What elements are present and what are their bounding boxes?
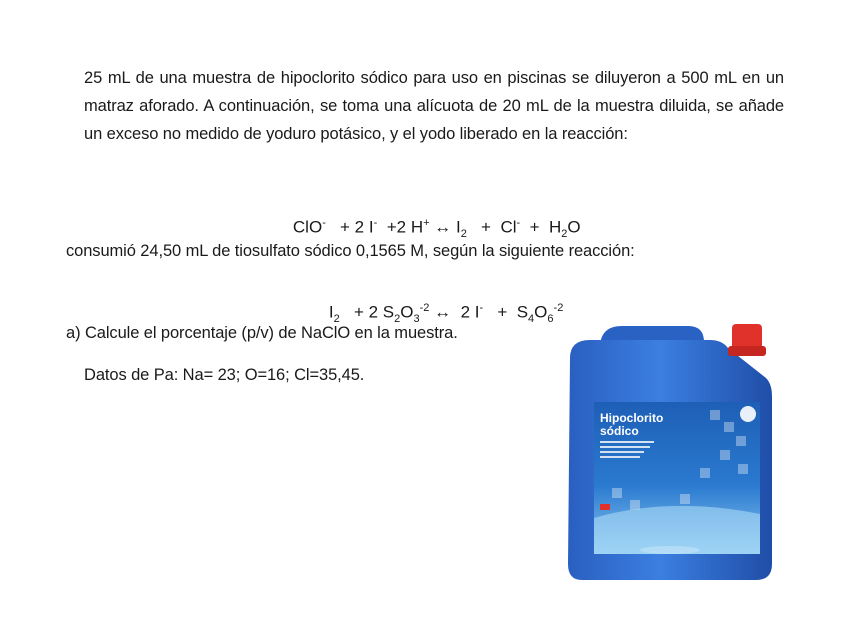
reaction-2: $I_2$ + 2 $S_2O_3^{-2}$ ↔ 2 I- + $S_4O_6^{-2}$ [328,302,564,326]
question-a: a) Calcule el porcentaje (p/v) de NaClO en la muestra. [66,324,458,342]
consumed-text: consumió 24,50 mL de tiosulfato sódico 0,1565 M, según la siguiente reacción: [66,242,635,260]
hypochlorite-jug-image [560,318,776,584]
label-red-badge [600,504,610,510]
problem-intro: 25 mL de una muestra de hipoclorito sódico para uso en piscinas se diluyeron a 500 mL en un matraz aforado. A continuación, se toma una alícuota de 20 mL de la muestra diluida, se añade un exceso no medido de yoduro potásico, y el yodo liberado en la reacción: [84,69,784,143]
label-title-line-1: Hipoclorito [600,411,664,425]
atomic-weights: Datos de Pa: Na= 23; O=16; Cl=35,45. [84,366,365,384]
brand-logo-icon [740,406,756,422]
label-title-line-2: sódico [600,424,639,438]
jug-brand-mark [640,546,700,554]
reaction-1: ClO- + 2 I- +2 H+ ↔ $I_2$ + $Cl^- + H_2O$ [292,217,581,241]
